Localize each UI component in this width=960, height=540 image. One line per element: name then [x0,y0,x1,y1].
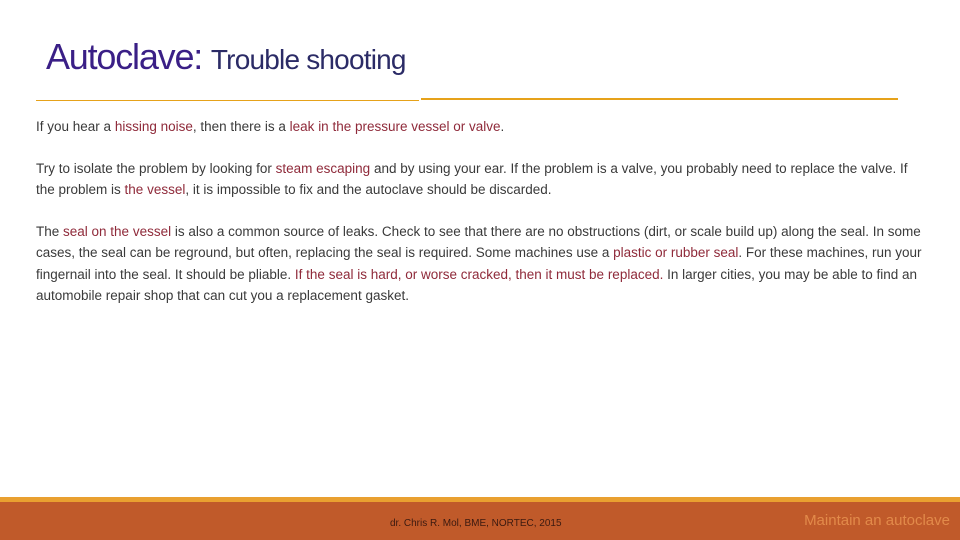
p2-highlight-the-vessel: the vessel [124,182,186,197]
p3-highlight-must-be-replaced: If the seal is hard, or worse cracked, then it must be replaced. [294,266,664,282]
p3-text-e: . For these machines, run your fingernail into the seal. It should be pliable. [36,245,922,282]
p1-text-a: If you hear a [36,119,115,134]
p3-text-a: The [36,223,64,239]
paragraph-1 [36,116,928,138]
title-sub: Trouble shooting [210,44,406,75]
footer-credit: dr. Chris R. Mol, BME, NORTEC, 2015 [390,518,562,529]
slide-title [46,36,406,78]
p1-text-c: , then there is a [192,119,290,134]
p1-highlight-leak: leak in the pressure vessel or valve [289,119,501,134]
footer-section-title: Maintain an autoclave [804,512,950,529]
p2-highlight-steam-escaping: steam escaping [275,160,371,176]
title-divider-left [36,100,419,101]
p3-text-c: is also a common source of leaks. Check to see that there are no obstructions (dirt, or scale build up) along the seal. In some cases, the seal can be reground, but often, replacing the seal is required. Some machines use a [36,223,921,260]
p1-text-e: . [500,119,505,134]
p3-highlight-plastic-rubber-seal: plastic or rubber seal [613,245,739,260]
p3-text-g: In larger cities, you may be able to find an automobile repair shop that can cut you a replacement gasket. [36,266,917,303]
title-main: Autoclave: [46,36,203,77]
paragraph-3 [36,221,928,307]
paragraph-2 [36,158,928,201]
p2-text-a: Try to isolate the problem by looking for [36,160,276,176]
footer-bar [0,502,960,540]
p2-text-e: , it is impossible to fix and the autoclave should be discarded. [185,182,552,197]
p1-highlight-hissing-noise: hissing noise [114,119,193,134]
p2-text-c: and by using your ear. If the problem is a valve, you probably need to replace the valve. If the problem is [36,160,908,197]
body-text [36,116,928,327]
title-divider-right [421,98,898,100]
p3-highlight-seal-on-vessel: seal on the vessel [63,223,172,239]
